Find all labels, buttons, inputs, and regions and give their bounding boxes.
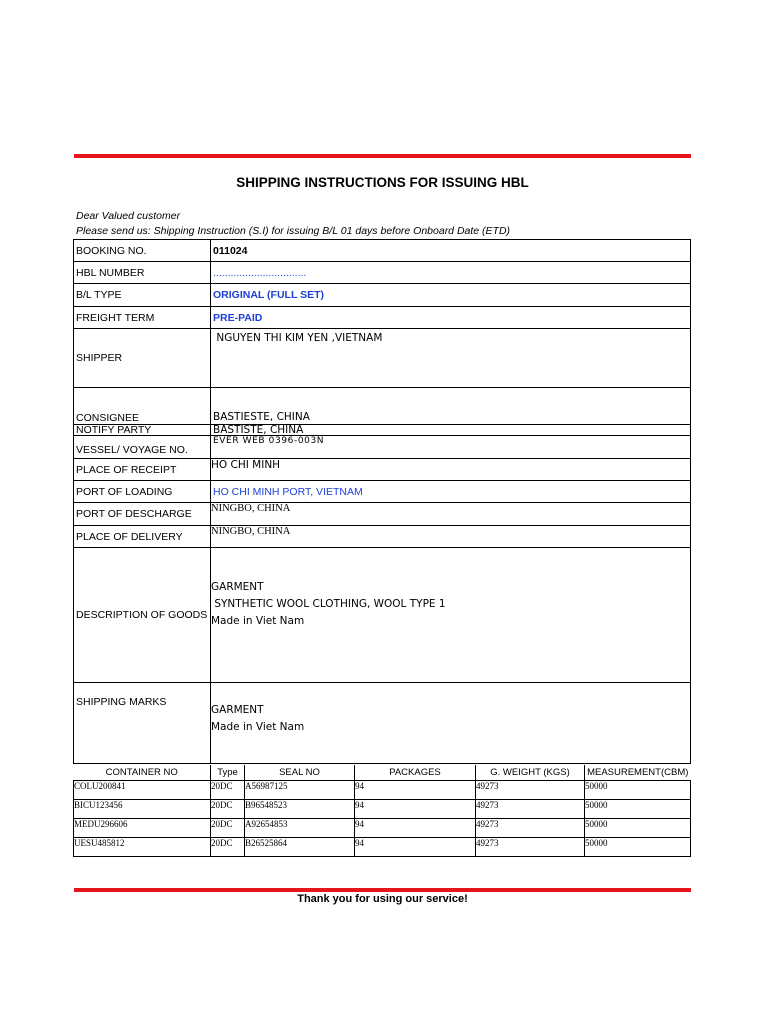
- label-shipping-marks: SHIPPING MARKS: [74, 683, 211, 764]
- vessel-voyage-value[interactable]: EVER WEB 0396-003N: [211, 436, 691, 459]
- header-seal-no: SEAL NO: [245, 765, 355, 781]
- label-hbl-number: HBL NUMBER: [74, 262, 211, 284]
- seal-no-cell[interactable]: A56987125: [245, 781, 355, 800]
- row-port-of-loading: [74, 481, 691, 503]
- header-gross-weight: G. WEIGHT (KGS): [476, 765, 585, 781]
- booking-no-value[interactable]: 011024: [211, 240, 691, 262]
- footer-thanks: Thank you for using our service!: [297, 893, 468, 905]
- packages-cell[interactable]: 94: [355, 819, 476, 838]
- intro-greeting: Dear Valued customer: [76, 210, 181, 222]
- table-row: [74, 781, 691, 800]
- container-table-header: [74, 765, 691, 781]
- row-freight-term: [74, 307, 691, 329]
- label-port-of-loading: PORT OF LOADING: [74, 481, 211, 503]
- label-description-of-goods: DESCRIPTION OF GOODS: [74, 548, 211, 683]
- place-of-receipt-value[interactable]: HO CHI MINH: [211, 459, 691, 481]
- goods-line-2: SYNTHETIC WOOL CLOTHING, WOOL TYPE 1: [211, 598, 446, 610]
- container-no-cell[interactable]: COLU200841: [74, 781, 211, 800]
- header-packages: PACKAGES: [355, 765, 476, 781]
- packages-cell[interactable]: 94: [355, 781, 476, 800]
- port-of-discharge-value[interactable]: NINGBO, CHINA: [211, 503, 691, 526]
- label-port-of-discharge: PORT OF DESCHARGE: [74, 503, 211, 526]
- table-row: [74, 819, 691, 838]
- header-type: Type: [211, 765, 245, 781]
- marks-line-2: Made in Viet Nam: [211, 721, 305, 733]
- seal-no-cell[interactable]: B26525864: [245, 838, 355, 857]
- label-notify-party: NOTIFY PARTY: [74, 425, 211, 436]
- consignee-value[interactable]: BASTIESTE, CHINA: [211, 388, 691, 425]
- gross-weight-cell[interactable]: 49273: [476, 781, 585, 800]
- row-notify-party: [74, 425, 691, 436]
- label-consignee: CONSIGNEE: [74, 388, 211, 425]
- measurement-cell[interactable]: 50000: [585, 838, 691, 857]
- marks-line-1: GARMENT: [211, 704, 264, 716]
- gross-weight-cell[interactable]: 49273: [476, 800, 585, 819]
- label-bl-type: B/L TYPE: [74, 284, 211, 307]
- shipper-value[interactable]: NGUYEN THI KIM YEN ,VIETNAM: [211, 329, 691, 388]
- seal-no-cell[interactable]: B96548523: [245, 800, 355, 819]
- goods-line-1: GARMENT: [211, 581, 264, 593]
- row-consignee: [74, 388, 691, 425]
- goods-line-3: Made in Viet Nam: [211, 615, 305, 627]
- packages-cell[interactable]: 94: [355, 838, 476, 857]
- row-shipper: [74, 329, 691, 388]
- notify-party-value[interactable]: BASTISTE, CHINA: [211, 425, 691, 436]
- measurement-cell[interactable]: 50000: [585, 781, 691, 800]
- hbl-number-value[interactable]: ................................: [211, 262, 691, 284]
- port-of-loading-value[interactable]: HO CHI MINH PORT, VIETNAM: [211, 481, 691, 503]
- place-of-delivery-value[interactable]: NINGBO, CHINA: [211, 526, 691, 548]
- packages-cell[interactable]: 94: [355, 800, 476, 819]
- row-place-of-delivery: [74, 526, 691, 548]
- measurement-cell[interactable]: 50000: [585, 800, 691, 819]
- type-cell[interactable]: 20DC: [211, 781, 245, 800]
- container-no-cell[interactable]: MEDU296606: [74, 819, 211, 838]
- row-shipping-marks: [74, 683, 691, 764]
- container-table: [73, 765, 691, 857]
- type-cell[interactable]: 20DC: [211, 819, 245, 838]
- row-hbl-number: [74, 262, 691, 284]
- description-of-goods-value[interactable]: [211, 548, 691, 683]
- row-booking-no: [74, 240, 691, 262]
- row-port-of-discharge: [74, 503, 691, 526]
- shipping-marks-value[interactable]: [211, 683, 691, 764]
- header-container-no: CONTAINER NO: [105, 767, 178, 778]
- row-bl-type: [74, 284, 691, 307]
- intro-instruction: Please send us: Shipping Instruction (S.I) for issuing B/L 01 days before Onboard Date (ETD): [76, 225, 511, 237]
- page-title: SHIPPING INSTRUCTIONS FOR ISSUING HBL: [236, 175, 529, 190]
- top-red-divider: [74, 154, 691, 158]
- label-place-of-delivery: PLACE OF DELIVERY: [74, 526, 211, 548]
- label-shipper: SHIPPER: [74, 329, 211, 388]
- row-vessel-voyage: [74, 436, 691, 459]
- type-cell[interactable]: 20DC: [211, 800, 245, 819]
- label-place-of-receipt: PLACE OF RECEIPT: [74, 459, 211, 481]
- seal-no-cell[interactable]: A92654853: [245, 819, 355, 838]
- measurement-cell[interactable]: 50000: [585, 819, 691, 838]
- gross-weight-cell[interactable]: 49273: [476, 819, 585, 838]
- container-no-cell[interactable]: BICU123456: [74, 800, 211, 819]
- header-measurement: MEASUREMENT(CBM): [585, 765, 691, 781]
- shipping-form-table: [73, 239, 691, 764]
- freight-term-value[interactable]: PRE-PAID: [211, 307, 691, 329]
- row-description-of-goods: [74, 548, 691, 683]
- table-row: [74, 838, 691, 857]
- bottom-red-divider: [74, 888, 691, 892]
- bl-type-value[interactable]: ORIGINAL (FULL SET): [211, 284, 691, 307]
- type-cell[interactable]: 20DC: [211, 838, 245, 857]
- table-row: [74, 800, 691, 819]
- label-booking-no: BOOKING NO.: [74, 240, 211, 262]
- label-freight-term: FREIGHT TERM: [74, 307, 211, 329]
- label-vessel-voyage: VESSEL/ VOYAGE NO.: [74, 436, 211, 459]
- row-place-of-receipt: [74, 459, 691, 481]
- gross-weight-cell[interactable]: 49273: [476, 838, 585, 857]
- container-no-cell[interactable]: UESU485812: [74, 838, 211, 857]
